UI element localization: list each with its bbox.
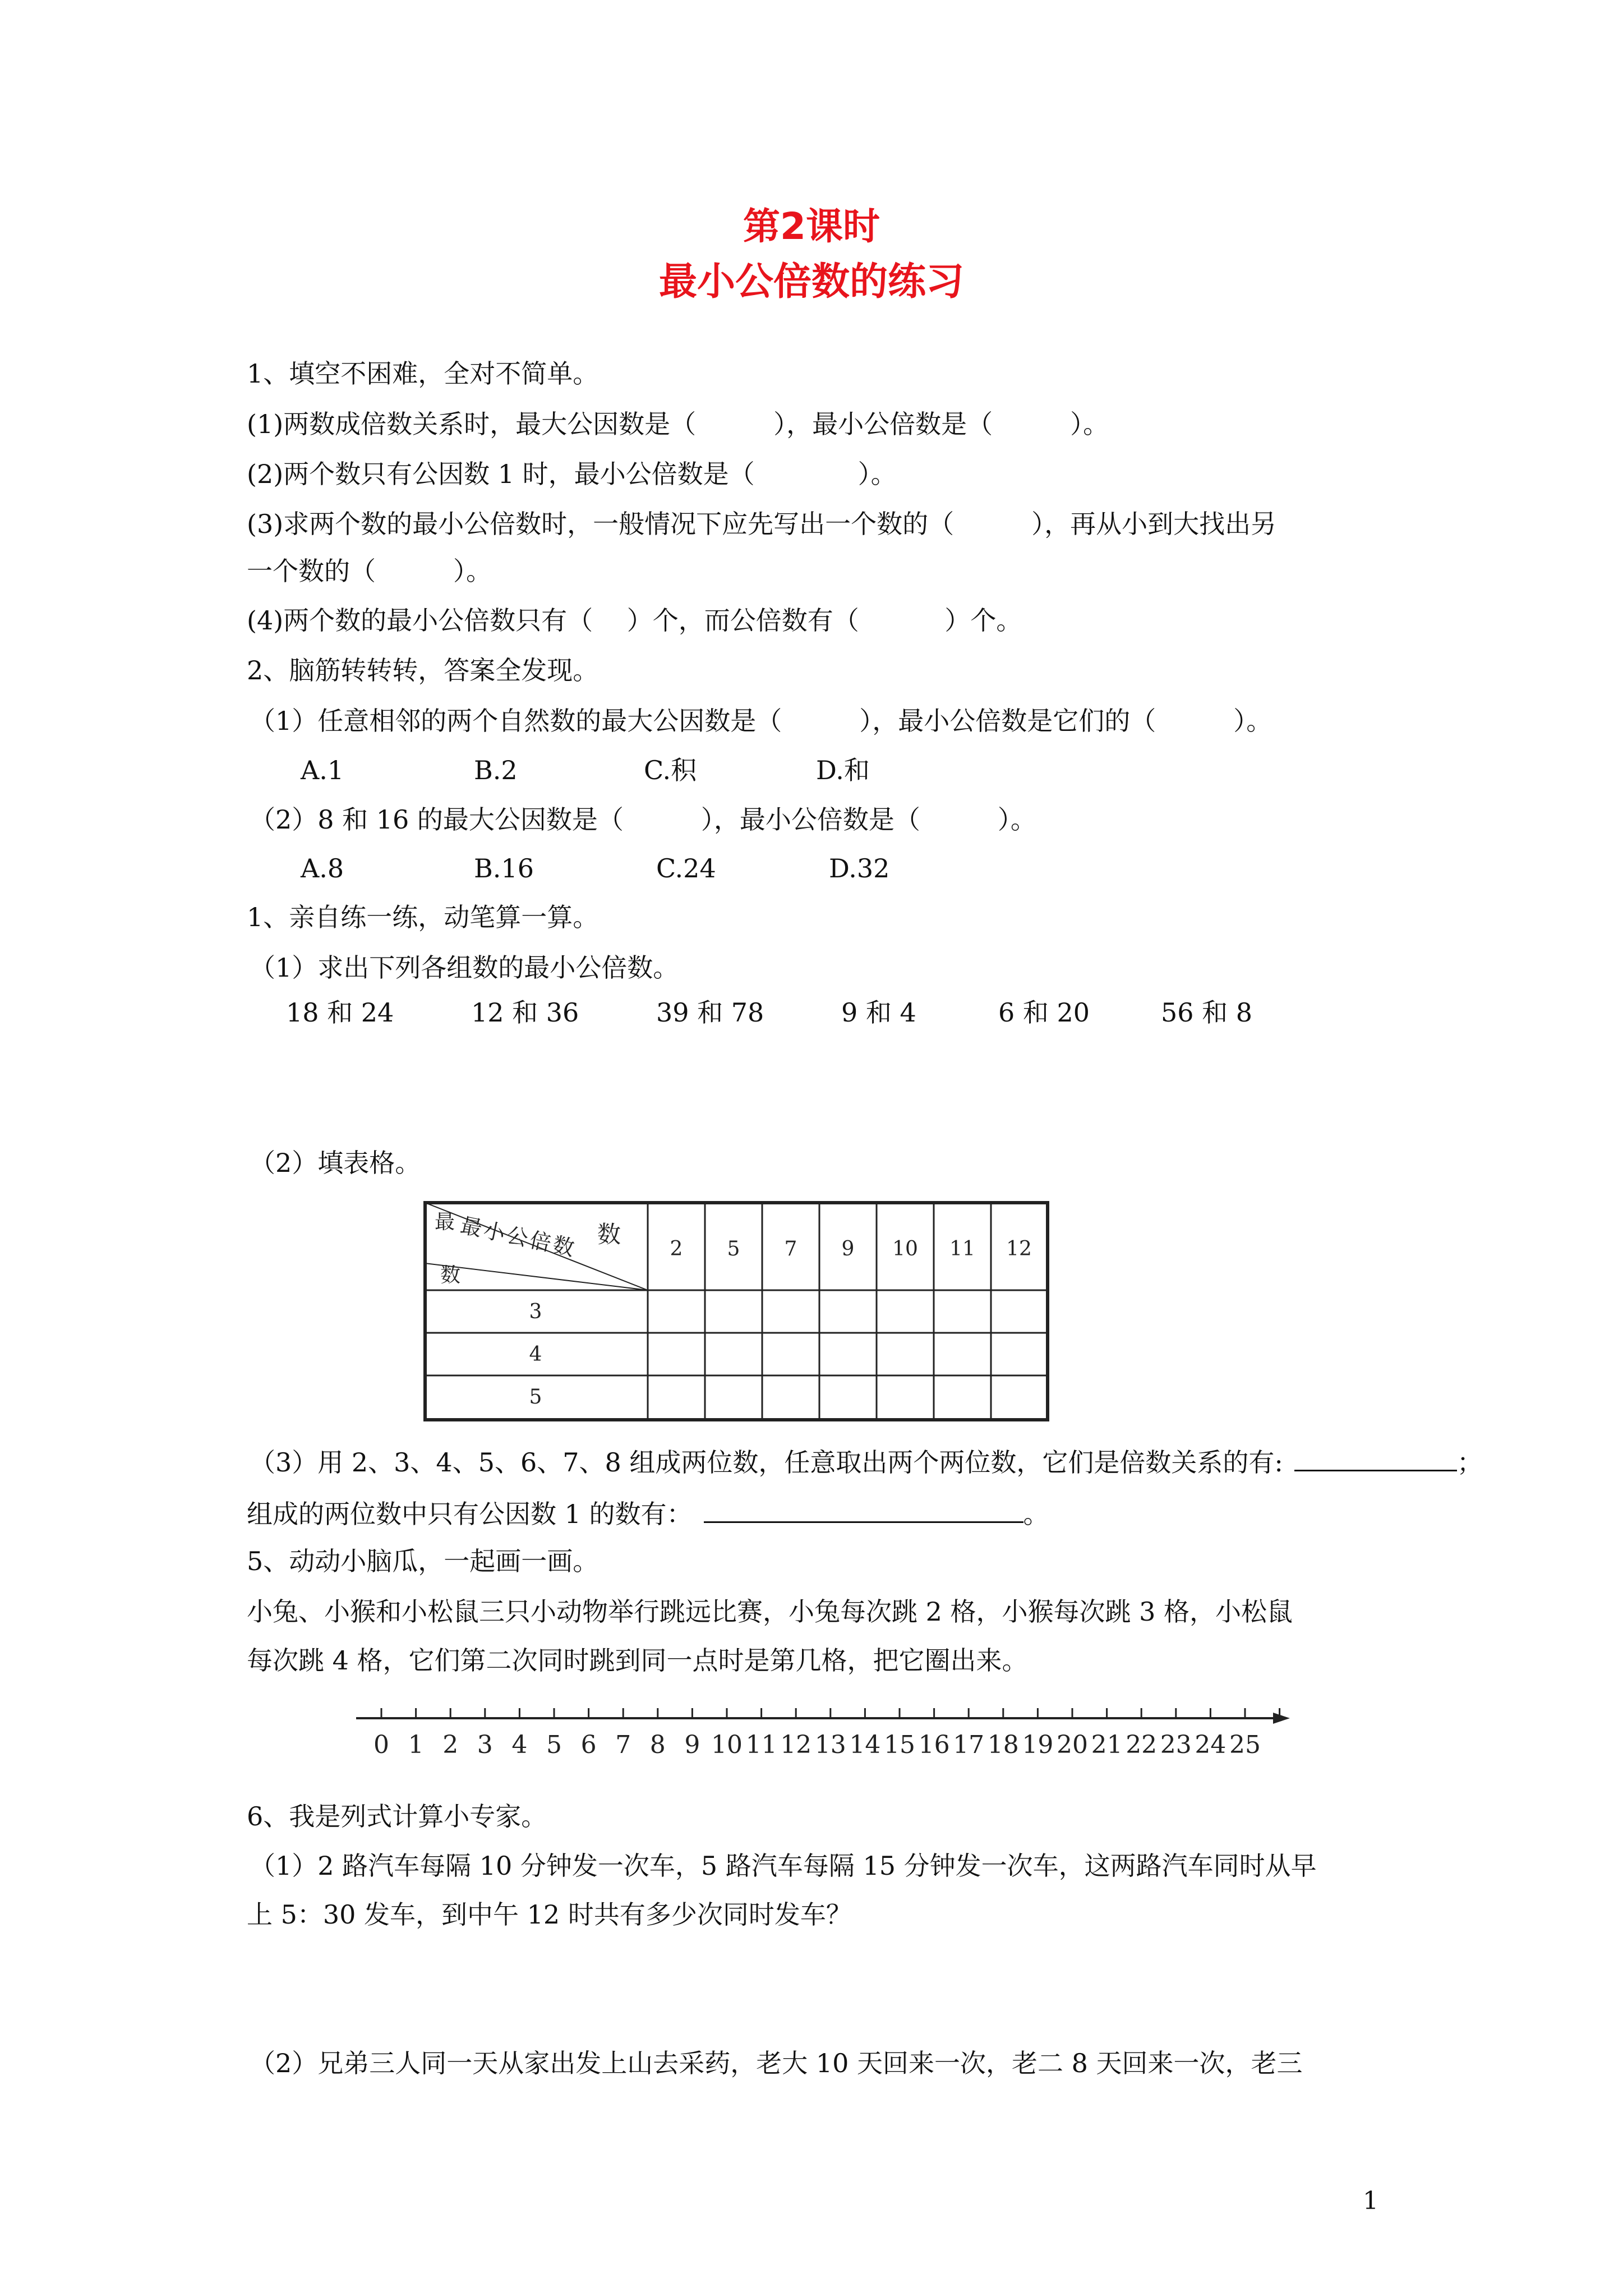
- q3-sub3-a-end: ；: [1456, 1447, 1483, 1478]
- table-col-header: 10: [892, 1237, 918, 1260]
- q2-sub1-option-c: C.积: [644, 755, 697, 785]
- lcm-pair-1: 18 和 24: [286, 997, 394, 1028]
- number-line-label[interactable]: 8: [649, 1731, 666, 1759]
- q1-item-3-cont: 一个数的（ ）。: [247, 556, 492, 586]
- number-line-label[interactable]: 10: [711, 1731, 743, 1759]
- lcm-pair-6: 56 和 8: [1161, 997, 1253, 1028]
- q2-sub2-option-b: B.16: [474, 853, 534, 884]
- number-line-label[interactable]: 18: [987, 1731, 1019, 1759]
- lcm-table: [423, 1200, 1052, 1425]
- number-line-label[interactable]: 7: [615, 1731, 631, 1759]
- q2-sub1-option-b: B.2: [474, 755, 518, 785]
- number-line-label[interactable]: 16: [918, 1731, 950, 1759]
- number-line-label[interactable]: 15: [884, 1731, 915, 1759]
- lcm-pair-3: 39 和 78: [656, 997, 764, 1028]
- page-number: 1: [1363, 2187, 1378, 2215]
- q1-item-3: (3)求两个数的最小公倍数时，一般情况下应先写出一个数的（ ），再从小到大找出另: [247, 509, 1277, 539]
- q5-text-2: 每次跳 4 格，它们第二次同时跳到同一点时是第几格，把它圈出来。: [247, 1645, 1028, 1676]
- q2-sub2-option-c: C.24: [656, 853, 716, 884]
- number-line-label[interactable]: 5: [546, 1731, 562, 1759]
- number-line-label[interactable]: 21: [1091, 1731, 1123, 1759]
- number-line-label[interactable]: 9: [684, 1731, 700, 1759]
- table-corner-mid: 最小公倍数: [458, 1212, 579, 1262]
- number-line-label[interactable]: 25: [1229, 1731, 1261, 1759]
- number-line-label[interactable]: 20: [1057, 1731, 1088, 1759]
- q3-sub1: （1）求出下列各组数的最小公倍数。: [250, 953, 679, 983]
- q3-sub3-a-text: （3）用 2、3、4、5、6、7、8 组成两位数，任意取出两个两位数，它们是倍数关系的有:: [250, 1447, 1283, 1478]
- q2-sub1-option-a: A.1: [301, 755, 344, 785]
- number-line-label[interactable]: 24: [1195, 1731, 1227, 1759]
- number-line-label[interactable]: 13: [814, 1731, 846, 1759]
- q3-sub3-b-text: 组成的两位数中只有公因数 1 的数有：: [247, 1499, 693, 1529]
- q2-sub2-option-a: A.8: [301, 853, 344, 884]
- table-col-header: 9: [841, 1237, 855, 1260]
- q1-heading: 1、填空不困难，全对不简单。: [247, 358, 599, 389]
- q2-sub1-option-d: D.和: [816, 755, 870, 785]
- lesson-number: 第2课时: [743, 205, 880, 248]
- q6-sub1-b: 上 5：30 发车，到中午 12 时共有多少次同时发车？: [247, 1899, 852, 1930]
- q6-sub1-a: （1）2 路汽车每隔 10 分钟发一次车，5 路汽车每隔 15 分钟发一次车，这两路汽车同时从早: [250, 1851, 1317, 1881]
- table-corner-top: 数: [597, 1221, 621, 1248]
- q1-item-4: (4)两个数的最小公倍数只有（ ）个，而公倍数有（ ）个。: [247, 605, 1022, 636]
- q3-sub3-b-end: 。: [1023, 1499, 1049, 1529]
- table-col-header: 5: [727, 1237, 740, 1260]
- number-line-label[interactable]: 22: [1126, 1731, 1158, 1759]
- q6-sub2: （2）兄弟三人同一天从家出发上山去采药，老大 10 天回来一次，老二 8 天回来一次，老三: [250, 2048, 1303, 2078]
- table-col-header: 2: [670, 1237, 683, 1260]
- number-line-label[interactable]: 23: [1160, 1731, 1192, 1759]
- table-col-header: 11: [949, 1237, 975, 1260]
- number-line-label[interactable]: 12: [780, 1731, 812, 1759]
- number-line-label[interactable]: 6: [580, 1731, 597, 1759]
- q1-item-1: (1)两数成倍数关系时，最大公因数是（ ），最小公倍数是（ ）。: [247, 409, 1109, 439]
- table-corner-left-top: 最: [435, 1211, 455, 1234]
- q6-heading: 6、我是列式计算小专家。: [247, 1801, 547, 1832]
- table-col-header: 7: [784, 1237, 797, 1260]
- q3-sub3-a: [250, 1447, 1483, 1478]
- lcm-pair-4: 9 和 4: [841, 997, 916, 1028]
- number-line-label[interactable]: 0: [374, 1731, 389, 1759]
- q2-sub2-option-d: D.32: [829, 853, 890, 884]
- number-line: [348, 1691, 1301, 1770]
- q3-heading: 1、亲自练一练，动笔算一算。: [247, 902, 599, 932]
- table-corner-left-bottom: 数: [440, 1264, 461, 1287]
- q5-heading: 5、动动小脑瓜，一起画一画。: [247, 1546, 599, 1576]
- q3-sub3-b: [247, 1499, 1049, 1527]
- answer-blank-multiples[interactable]: [1294, 1447, 1457, 1471]
- number-line-label[interactable]: 2: [442, 1731, 459, 1759]
- q5-text-1: 小兔、小猴和小松鼠三只小动物举行跳远比赛，小兔每次跳 2 格，小猴每次跳 3 格，小松鼠: [247, 1596, 1293, 1627]
- lcm-pair-2: 12 和 36: [471, 997, 579, 1028]
- q2-heading: 2、脑筋转转转，答案全发现。: [247, 655, 599, 685]
- answer-blank-coprime[interactable]: [704, 1499, 1023, 1523]
- number-line-label[interactable]: 17: [953, 1731, 985, 1759]
- q2-sub2: （2）8 和 16 的最大公因数是（ ），最小公倍数是（ ）。: [250, 804, 1036, 835]
- page-title: 最小公倍数的练习: [658, 260, 964, 304]
- lcm-pair-5: 6 和 20: [998, 997, 1090, 1028]
- table-col-header: 12: [1006, 1237, 1032, 1260]
- number-line-label[interactable]: 19: [1022, 1731, 1054, 1759]
- table-row-header: 5: [529, 1386, 542, 1409]
- q3-sub2: （2）填表格。: [250, 1148, 421, 1178]
- number-line-label[interactable]: 4: [511, 1731, 528, 1759]
- number-line-label[interactable]: 11: [745, 1731, 777, 1759]
- table-row-header: 4: [529, 1343, 542, 1366]
- q2-sub1: （1）任意相邻的两个自然数的最大公因数是（ ），最小公倍数是它们的（ ）。: [250, 706, 1272, 736]
- number-line-label[interactable]: 3: [477, 1731, 493, 1759]
- table-row-header: 3: [529, 1300, 542, 1323]
- number-line-label[interactable]: 14: [849, 1731, 881, 1759]
- number-line-label[interactable]: 1: [408, 1731, 424, 1759]
- q1-item-2: (2)两个数只有公因数 1 时，最小公倍数是（ ）。: [247, 459, 897, 489]
